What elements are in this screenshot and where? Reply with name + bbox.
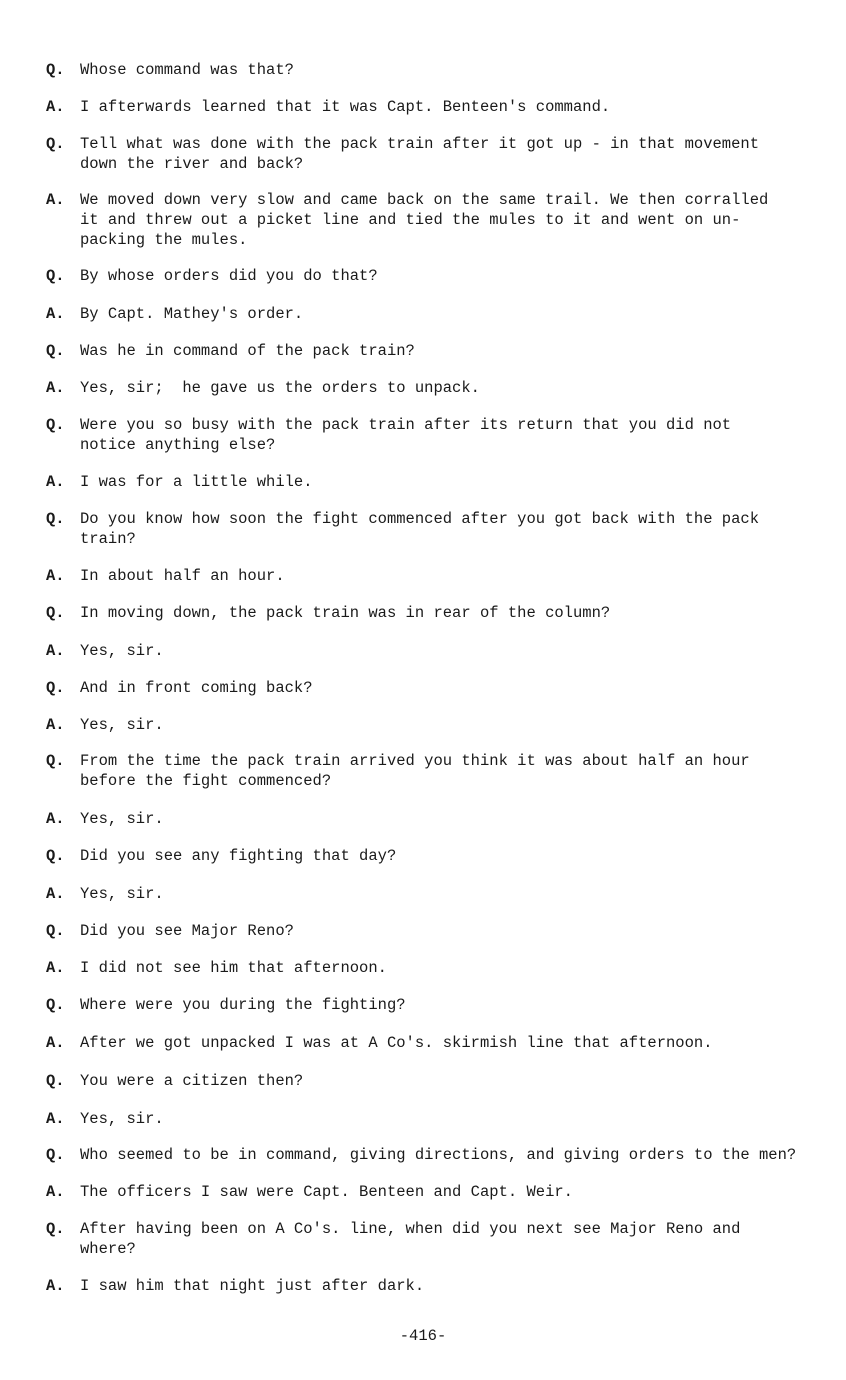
question-marker: Q.	[46, 1220, 65, 1238]
answer-marker: A.	[46, 305, 65, 323]
question-text: Were you so busy with the pack train after its return that you did not notice anything else?	[80, 416, 732, 454]
answer-entry	[46, 190, 816, 250]
question-text: In moving down, the pack train was in rear of the column?	[80, 604, 611, 622]
question-marker: Q.	[46, 679, 65, 697]
answer-marker: A.	[46, 1183, 65, 1201]
question-marker: Q.	[46, 135, 65, 153]
question-text: By whose orders did you do that?	[80, 267, 378, 285]
answer-text: Yes, sir; he gave us the orders to unpack.	[80, 379, 480, 397]
answer-entry	[46, 472, 816, 492]
answer-marker: A.	[46, 959, 65, 977]
question-entry	[46, 846, 816, 866]
question-text: From the time the pack train arrived you think it was about half an hour before the fight commenced?	[80, 752, 750, 790]
question-marker: Q.	[46, 61, 65, 79]
question-marker: Q.	[46, 416, 65, 434]
question-entry	[46, 1071, 816, 1091]
answer-marker: A.	[46, 191, 65, 209]
question-marker: Q.	[46, 604, 65, 622]
question-entry	[46, 995, 816, 1015]
answer-marker: A.	[46, 642, 65, 660]
answer-text: The officers I saw were Capt. Benteen and Capt. Weir.	[80, 1183, 573, 1201]
answer-entry	[46, 884, 816, 904]
answer-entry	[46, 958, 816, 978]
answer-text: I did not see him that afternoon.	[80, 959, 387, 977]
question-text: And in front coming back?	[80, 679, 313, 697]
answer-text: In about half an hour.	[80, 567, 285, 585]
question-entry	[46, 60, 816, 80]
answer-entry	[46, 641, 816, 661]
question-text: After having been on A Co's. line, when did you next see Major Reno and where?	[80, 1220, 741, 1258]
answer-marker: A.	[46, 716, 65, 734]
question-marker: Q.	[46, 510, 65, 528]
question-entry	[46, 603, 816, 623]
question-text: Tell what was done with the pack train after it got up - in that movement down the river and back?	[80, 135, 760, 173]
question-text: Did you see any fighting that day?	[80, 847, 397, 865]
answer-entry	[46, 304, 816, 324]
answer-entry	[46, 1033, 816, 1053]
answer-text: I afterwards learned that it was Capt. Benteen's command.	[80, 98, 611, 116]
question-text: Where were you during the fighting?	[80, 996, 406, 1014]
answer-marker: A.	[46, 1034, 65, 1052]
page-number: -416-	[399, 1327, 447, 1345]
answer-entry	[46, 1109, 816, 1129]
answer-entry	[46, 1276, 816, 1296]
answer-marker: A.	[46, 810, 65, 828]
answer-text: We moved down very slow and came back on the same trail. We then corralled it and threw out a picket line and tied the mules to it and went on un- packing the mules.	[80, 191, 769, 249]
question-marker: Q.	[46, 752, 65, 770]
question-marker: Q.	[46, 922, 65, 940]
question-text: Who seemed to be in command, giving directions, and giving orders to the men?	[80, 1146, 797, 1164]
question-entry	[46, 415, 816, 455]
answer-entry	[46, 378, 816, 398]
question-text: Whose command was that?	[80, 61, 294, 79]
question-marker: Q.	[46, 267, 65, 285]
question-entry	[46, 921, 816, 941]
answer-entry	[46, 715, 816, 735]
question-marker: Q.	[46, 342, 65, 360]
question-text: Did you see Major Reno?	[80, 922, 294, 940]
question-entry	[46, 751, 816, 791]
question-entry	[46, 1219, 816, 1259]
question-marker: Q.	[46, 996, 65, 1014]
question-entry	[46, 266, 816, 286]
answer-marker: A.	[46, 473, 65, 491]
question-text: You were a citizen then?	[80, 1072, 304, 1090]
question-entry	[46, 1145, 816, 1165]
answer-entry	[46, 809, 816, 829]
question-marker: Q.	[46, 1072, 65, 1090]
question-entry	[46, 678, 816, 698]
answer-marker: A.	[46, 98, 65, 116]
question-entry	[46, 134, 816, 174]
answer-marker: A.	[46, 1277, 65, 1295]
answer-entry	[46, 1182, 816, 1202]
answer-text: Yes, sir.	[80, 642, 164, 660]
answer-text: Yes, sir.	[80, 810, 164, 828]
question-text: Was he in command of the pack train?	[80, 342, 415, 360]
answer-marker: A.	[46, 885, 65, 903]
answer-text: By Capt. Mathey's order.	[80, 305, 304, 323]
answer-text: I was for a little while.	[80, 473, 313, 491]
question-entry	[46, 341, 816, 361]
question-marker: Q.	[46, 847, 65, 865]
answer-entry	[46, 97, 816, 117]
answer-text: I saw him that night just after dark.	[80, 1277, 425, 1295]
answer-text: After we got unpacked I was at A Co's. skirmish line that afternoon.	[80, 1034, 713, 1052]
answer-text: Yes, sir.	[80, 885, 164, 903]
question-entry	[46, 509, 816, 549]
question-marker: Q.	[46, 1146, 65, 1164]
question-text: Do you know how soon the fight commenced after you got back with the pack train?	[80, 510, 760, 548]
answer-text: Yes, sir.	[80, 716, 164, 734]
answer-text: Yes, sir.	[80, 1110, 164, 1128]
answer-marker: A.	[46, 379, 65, 397]
answer-entry	[46, 566, 816, 586]
answer-marker: A.	[46, 567, 65, 585]
answer-marker: A.	[46, 1110, 65, 1128]
